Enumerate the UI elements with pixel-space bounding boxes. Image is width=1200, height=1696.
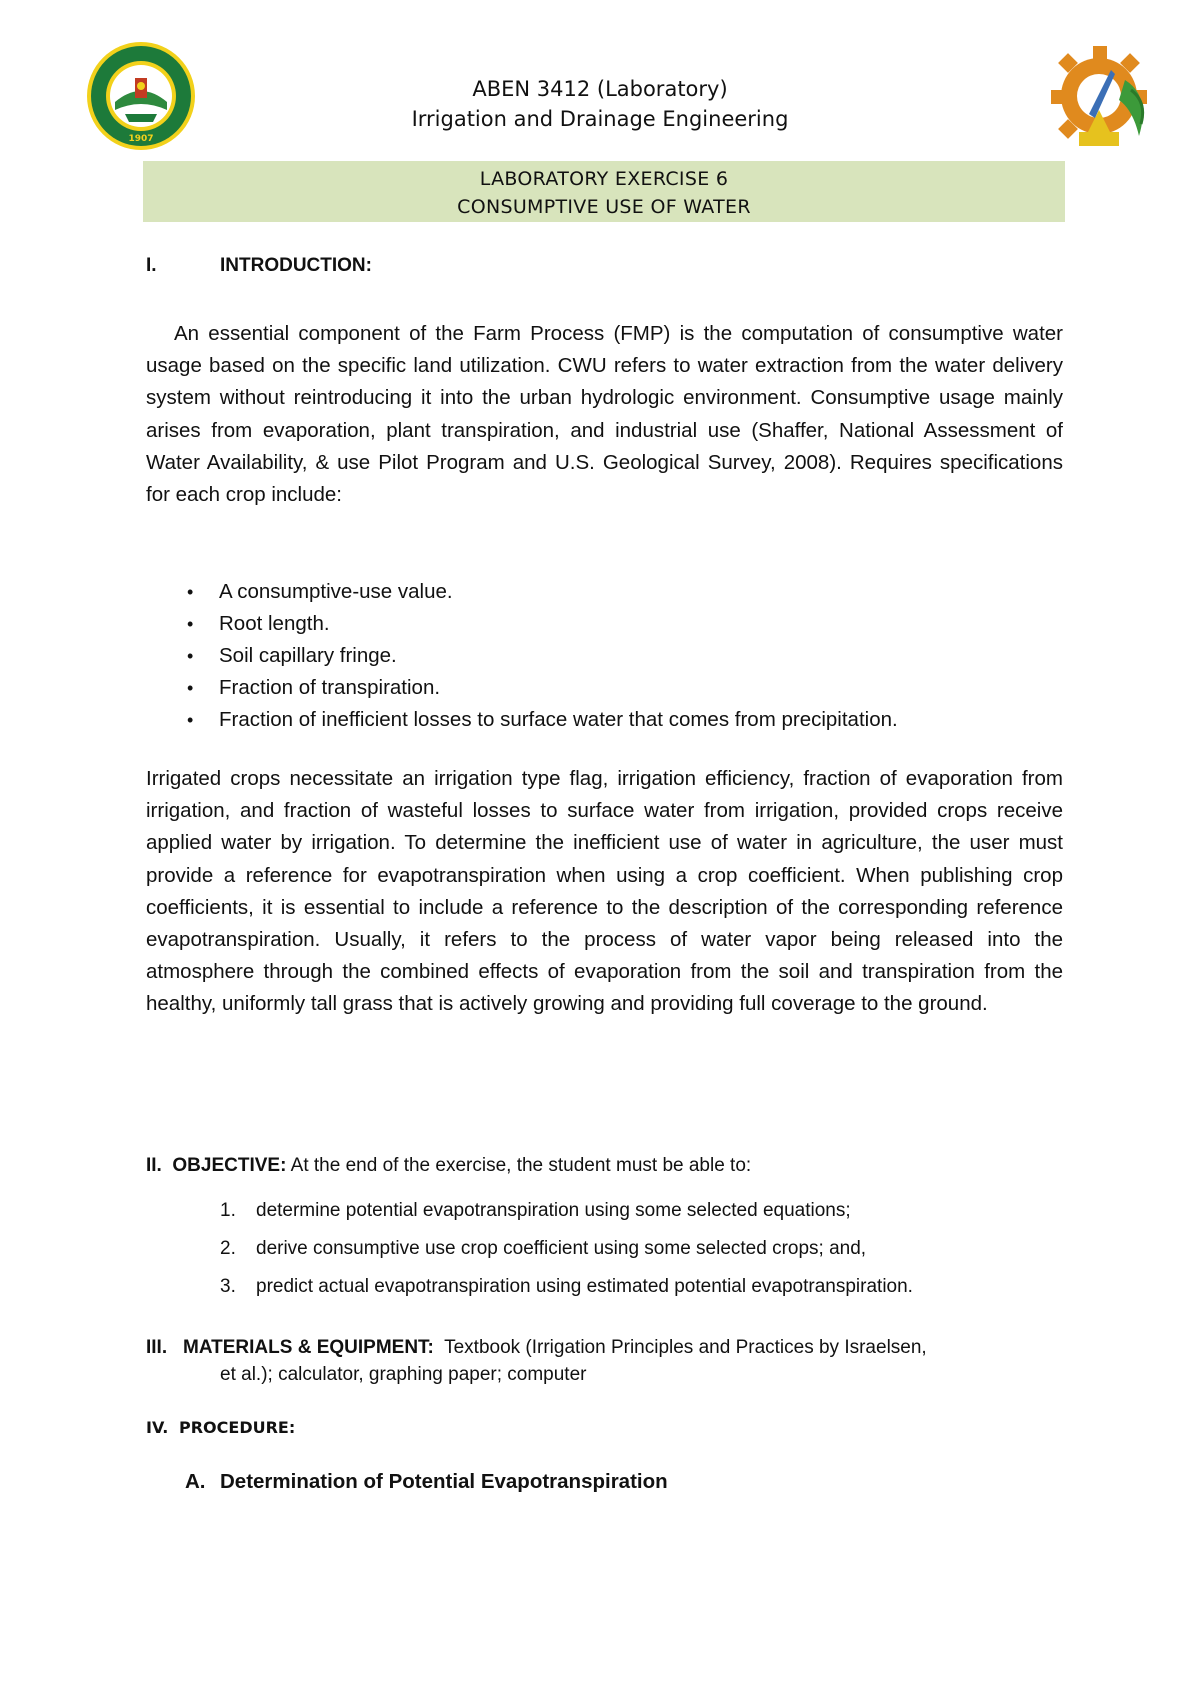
banner-line-2: CONSUMPTIVE USE OF WATER (457, 196, 751, 218)
section-materials (146, 1334, 1063, 1388)
section-title: OBJECTIVE: (172, 1155, 287, 1176)
banner-line-1: LABORATORY EXERCISE 6 (479, 168, 729, 190)
subsection-heading-a (185, 1468, 668, 1496)
objective-lead: At the end of the exercise, the student must be able to: (290, 1155, 752, 1176)
exercise-banner (143, 161, 1065, 222)
crop-spec-list (146, 576, 1063, 736)
list-item: 3. predict actual evapotranspiration using estimated potential evapotranspiration. (220, 1276, 913, 1297)
intro-paragraph-1: An essential component of the Farm Process (FMP) is the computation of consumptive water usage based on the specific land utilization. CWU refers to water extraction from the water delivery system without reintroducing it into the urban hydrologic environment. Consumptive usage mainly arises from evaporation, plant transpiration, and industrial use (Shaffer, National Assessment of Water Availability, & use Pilot Program and U.S. Geological Survey, 2008). Requires specifications for each crop include: (146, 322, 1063, 507)
list-item: • Soil capillary fringe. (146, 640, 1063, 672)
seal-year: 1907 (128, 134, 154, 144)
list-item: • Root length. (146, 608, 1063, 640)
course-code: ABEN 3412 (Laboratory) (472, 77, 728, 101)
university-seal-logo (85, 40, 197, 152)
list-item: • Fraction of inefficient losses to surface water that comes from precipitation. (146, 704, 1063, 736)
bullet-icon: • (187, 678, 194, 698)
materials-text-2: et al.); calculator, graphing paper; computer (220, 1364, 587, 1385)
bullet-icon: • (187, 710, 194, 730)
section-number: III. (146, 1337, 168, 1358)
section-title: MATERIALS & EQUIPMENT: (183, 1337, 434, 1358)
section-title: INTRODUCTION: (220, 255, 372, 276)
section-heading-objective (146, 1153, 751, 1179)
list-item: • A consumptive-use value. (146, 576, 1063, 608)
subsection-number: A. (185, 1470, 206, 1493)
section-heading-procedure (146, 1417, 295, 1439)
section-number: I. (146, 255, 157, 276)
section-number: II. (146, 1155, 162, 1176)
list-item: 1. determine potential evapotranspiration using some selected equations; (220, 1200, 851, 1221)
materials-text-1: Textbook (Irrigation Principles and Practices by Israelsen, (444, 1337, 927, 1358)
section-number: IV. (146, 1418, 169, 1437)
engineering-gear-logo (1043, 40, 1159, 154)
bullet-icon: • (187, 614, 194, 634)
list-item: 2. derive consumptive use crop coefficient using some selected crops; and, (220, 1238, 867, 1259)
course-title: Irrigation and Drainage Engineering (411, 107, 789, 131)
bullet-icon: • (187, 582, 194, 602)
section-heading-introduction (146, 254, 372, 278)
section-title: PROCEDURE: (179, 1418, 296, 1437)
bullet-icon: • (187, 646, 194, 666)
subsection-title: Determination of Potential Evapotranspiration (220, 1470, 668, 1493)
course-header (300, 74, 900, 134)
objective-list (146, 1192, 913, 1306)
intro-paragraph-2: Irrigated crops necessitate an irrigation type flag, irrigation efficiency, fraction of evaporation from irrigation, and fraction of wasteful losses to surface water from irrigation, provided crops receive applied water by irrigation. To determine the inefficient use of water in agriculture, the user must provide a reference for evapotranspiration when using a crop coefficient. When publishing crop coefficients, it is essential to include a reference to the description of the corresponding reference evapotranspiration. Usually, it refers to the process of water vapor being released into the atmosphere through the combined effects of evaporation from the soil and transpiration from the healthy, uniformly tall grass that is actively growing and providing full coverage to the ground. (146, 767, 1063, 1016)
list-item: • Fraction of transpiration. (146, 672, 1063, 704)
